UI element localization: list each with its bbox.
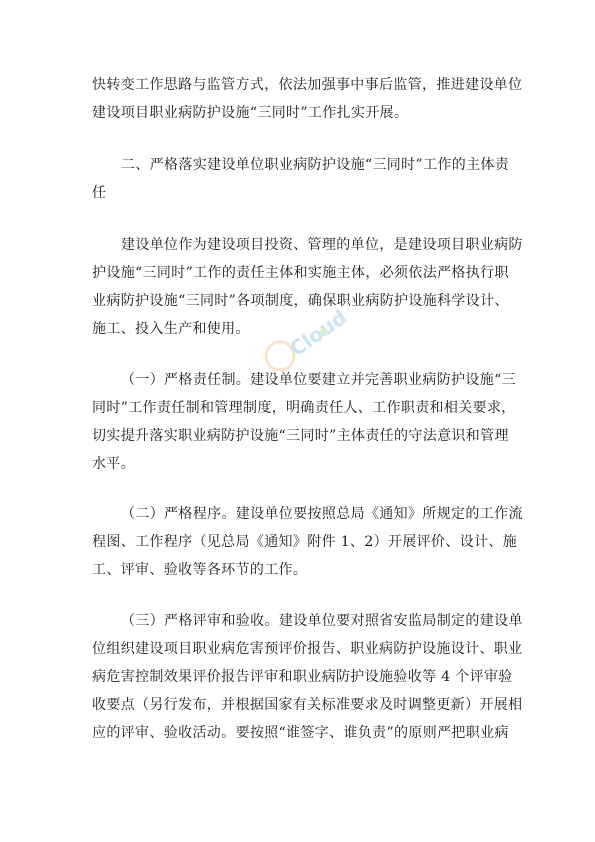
heading-line: 二、严格落实建设单位职业病防护设施“三同时”工作的主体责 (121, 157, 510, 173)
watermark-text: Cloud (285, 304, 352, 362)
watermark-dot (320, 328, 328, 336)
text-line: 切实提升落实职业病防护设施“三同时”主体责任的守法意识和管理 (92, 428, 509, 444)
text-line: （三）严格评审和验收。建设单位要对照省安监局制定的建设单 (121, 613, 523, 629)
paragraph-item-3 (92, 607, 523, 747)
heading-line: 任 (92, 185, 107, 201)
text-line: 建设项目职业病防护设施“三同时”工作扎实开展。 (92, 105, 409, 121)
text-line: 工、评审、验收等各环节的工作。 (92, 562, 308, 578)
paragraph-item-2 (92, 500, 523, 584)
text-line: 病危害控制效果评价报告评审和职业病防护设施验收等 4 个评审验 (92, 669, 513, 685)
text-line: 同时”工作责任制和管理制度，明确责任人、工作职责和相关要求， (92, 400, 516, 416)
text-line: 收要点（另行发布，并根据国家有关标准要求及时调整更新）开展相 (92, 697, 523, 713)
text-line: 程图、工作程序（见总局《通知》附件 1、2）开展评价、设计、施 (92, 534, 518, 550)
text-line: 护设施“三同时”工作的责任主体和实施主体，必须依法严格执行职 (92, 265, 509, 281)
text-line: （一）严格责任制。建设单位要建立并完善职业病防护设施“三 (121, 372, 516, 388)
text-line: 业病防护设施“三同时”各项制度，确保职业病防护设施科学设计、 (92, 293, 509, 309)
paragraph-item-1 (92, 366, 517, 478)
text-line: 位组织建设项目职业病危害预评价报告、职业病防护设施设计、职业 (92, 641, 523, 657)
text-line: 水平。 (92, 456, 136, 472)
text-line: 快转变工作思路与监管方式，依法加强事中事后监管，推进建设单位 (92, 77, 523, 93)
paragraph-continuation (92, 71, 523, 127)
text-line: （二）严格程序。建设单位要按照总局《通知》所规定的工作流 (121, 506, 523, 522)
watermark-logo (262, 304, 352, 378)
text-line: 施工、投入生产和使用。 (92, 321, 250, 337)
text-line: 建设单位作为建设项目投资、管理的单位，是建设项目职业病防 (121, 237, 523, 253)
section-heading-2 (92, 151, 517, 207)
text-line: 应的评审、验收活动。要按照“谁签字、谁负责”的原则严把职业病 (92, 725, 509, 741)
